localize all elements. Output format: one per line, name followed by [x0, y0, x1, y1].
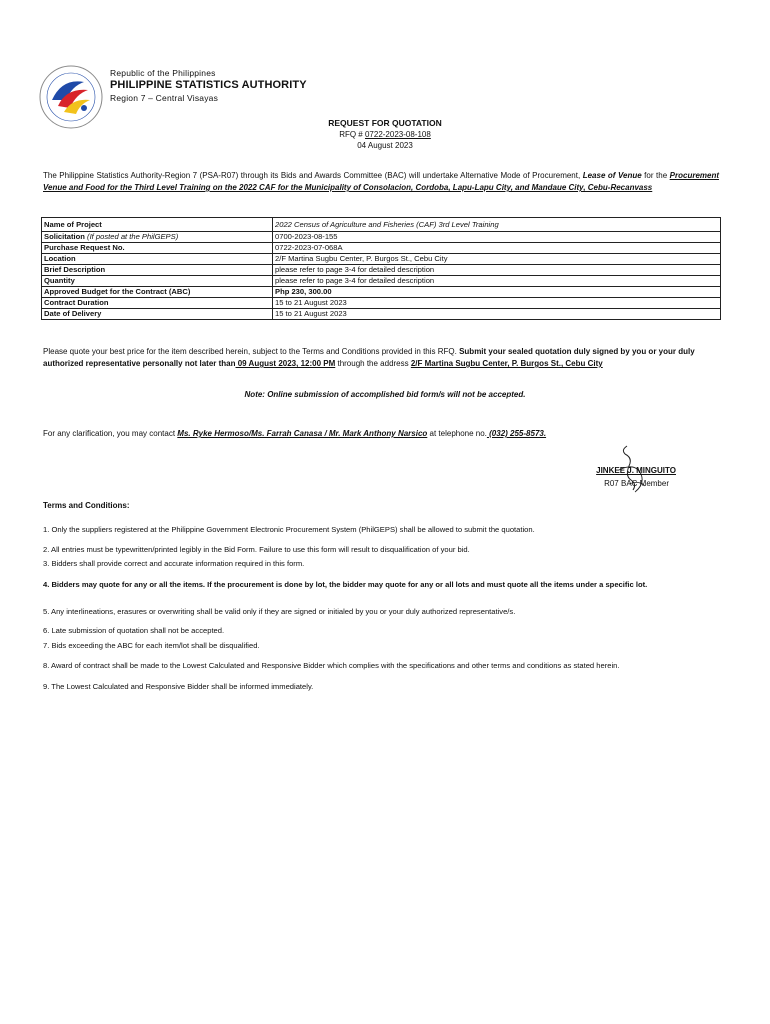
- row-label: Brief Description: [42, 265, 273, 276]
- procurement-mode: Lease of Venue: [582, 171, 642, 180]
- rfq-title: REQUEST FOR QUOTATION: [328, 118, 442, 128]
- rfq-date: 04 August 2023: [357, 141, 413, 150]
- term-item: 7. Bids exceeding the ABC for each item/lot shall be disqualified.: [43, 641, 260, 650]
- row-label: Name of Project: [42, 218, 273, 232]
- row-value: please refer to page 3-4 for detailed description: [273, 265, 721, 276]
- table-row: [42, 218, 721, 232]
- signatory-name: JINKEE J. MINGUITO: [596, 466, 676, 475]
- contact-paragraph: [43, 428, 723, 440]
- row-value: 0700-2023-08-155: [273, 232, 721, 243]
- contact-names: Ms. Ryke Hermoso/Ms. Farrah Canasa / Mr. Mark Anthony Narsico: [177, 429, 428, 438]
- agency-name: PHILIPPINE STATISTICS AUTHORITY: [110, 79, 307, 91]
- row-label: Date of Delivery: [42, 309, 273, 320]
- row-value: Php 230, 300.00: [273, 287, 721, 298]
- row-label: Contract Duration: [42, 298, 273, 309]
- term-item: 9. The Lowest Calculated and Responsive Bidder shall be informed immediately.: [43, 682, 314, 691]
- intro-text-2: for the: [641, 171, 670, 180]
- term-item: 2. All entries must be typewritten/printed legibly in the Bid Form. Failure to use this form will result to disqualification of your bid.: [43, 545, 470, 554]
- signatory-role: R07 BAC Member: [604, 479, 669, 488]
- intro-text-1: The Philippine Statistics Authority-Region 7 (PSA-R07) through its Bids and Awards Committee (BAC) will undertake Alternative Mode of Procurement,: [43, 171, 583, 180]
- row-value: 2/F Martina Sugbu Center, P. Burgos St., Cebu City: [273, 254, 721, 265]
- table-row: [42, 243, 721, 254]
- contact-text-1: For any clarification, you may contact: [43, 429, 178, 438]
- republic-label: Republic of the Philippines: [110, 68, 216, 78]
- intro-paragraph: [43, 170, 719, 194]
- row-value: 15 to 21 August 2023: [273, 298, 721, 309]
- rfq-number-value: 0722-2023-08-108: [364, 130, 431, 139]
- row-label: Solicitation (If posted at the PhilGEPS): [42, 232, 273, 243]
- table-row: [42, 298, 721, 309]
- table-row: [42, 232, 721, 243]
- quote-paragraph: [43, 346, 723, 370]
- table-row: [42, 287, 721, 298]
- table-row: [42, 265, 721, 276]
- online-submission-note: Note: Online submission of accomplished bid form/s will not be accepted.: [244, 390, 526, 399]
- table-row: [42, 276, 721, 287]
- row-label: Purchase Request No.: [42, 243, 273, 254]
- term-item: 3. Bidders shall provide correct and accurate information required in this form.: [43, 559, 305, 568]
- term-item: 8. Award of contract shall be made to the Lowest Calculated and Responsive Bidder which complies with the specifications and other terms and conditions as stated herein.: [43, 661, 620, 670]
- quote-text-2: through the address: [335, 359, 411, 368]
- region-label: Region 7 – Central Visayas: [110, 93, 219, 103]
- term-item: 4. Bidders may quote for any or all the items. If the procurement is done by lot, the bidder may quote for any or all lots and must quote all the items under a specific lot.: [43, 580, 648, 589]
- row-label: Approved Budget for the Contract (ABC): [42, 287, 273, 298]
- row-label: Quantity: [42, 276, 273, 287]
- terms-heading: Terms and Conditions:: [43, 501, 130, 510]
- procurement-subject: Procurement Venue and Food for the Third Level Training on the 2022 CAF for the Municipality of Consolacion, Cordoba, Lapu-Lapu City, and Mandaue City, Cebu-Recanvass: [43, 171, 720, 192]
- quote-address: 2/F Martina Sugbu Center, P. Burgos St., Cebu City: [410, 359, 603, 368]
- term-item: 6. Late submission of quotation shall not be accepted.: [43, 626, 225, 635]
- table-row: [42, 254, 721, 265]
- quote-deadline: 09 August 2023, 12:00 PM: [235, 359, 336, 368]
- row-value: 0722-2023-07-068A: [273, 243, 721, 254]
- quote-text-1: Please quote your best price for the item described herein, subject to the Terms and Conditions provided in this RFQ.: [43, 347, 460, 356]
- contact-text-2: at telephone no.: [427, 429, 487, 438]
- contact-phone: (032) 255-8573.: [486, 429, 547, 438]
- term-item: 1. Only the suppliers registered at the Philippine Government Electronic Procurement System (PhilGEPS) shall be allowed to submit the quotation.: [43, 525, 535, 534]
- row-value: 2022 Census of Agriculture and Fisheries (CAF) 3rd Level Training: [273, 218, 721, 232]
- row-label: Location: [42, 254, 273, 265]
- table-row: [42, 309, 721, 320]
- rfq-number: [0, 130, 770, 139]
- row-value: please refer to page 3-4 for detailed description: [273, 276, 721, 287]
- quote-instruction: Submit your sealed quotation duly signed by you or your duly authorized representative personally not later than: [43, 347, 695, 368]
- rfq-number-prefix: RFQ #: [339, 130, 365, 139]
- row-value: 15 to 21 August 2023: [273, 309, 721, 320]
- project-info-table: [41, 217, 721, 320]
- term-item: 5. Any interlineations, erasures or overwriting shall be valid only if they are signed or initialed by you or your duly authorized representative/s.: [43, 607, 516, 616]
